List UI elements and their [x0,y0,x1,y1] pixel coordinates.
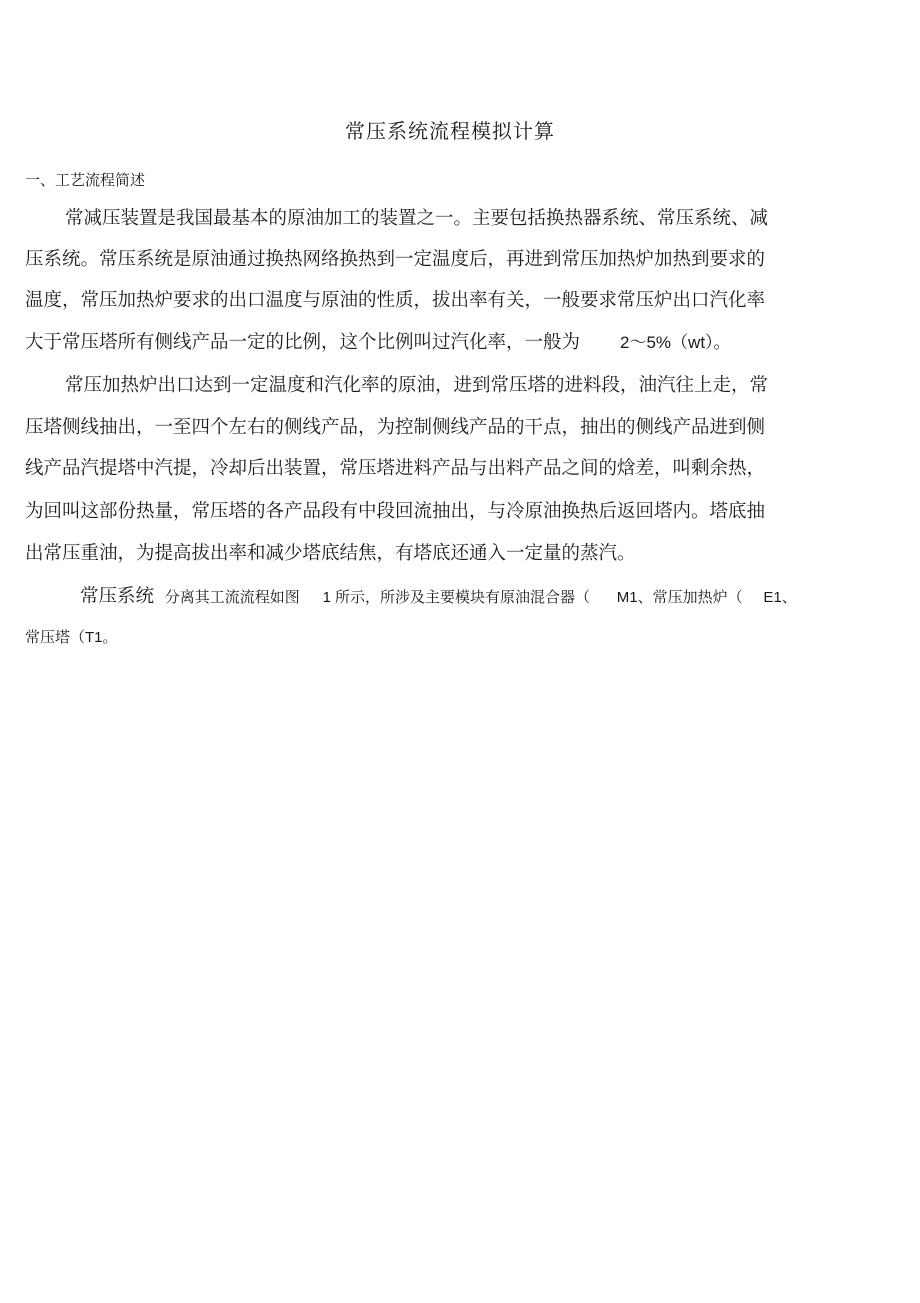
paragraph2-line3: 线产品汽提塔中汽提，冷却后出装置，常压塔进料产品与出料产品之间的焓差，叫剩余热， [25,458,766,479]
vaporization-ratio: 2～5%（wt）。 [620,333,731,352]
module-t1: T1 [85,629,103,646]
paragraph1-line2: 压系统。常压系统是原油通过换热网络换热到一定温度后，再进到常压加热炉加热到要求的 [25,249,766,270]
module-m1: M1 [616,589,638,606]
paragraph2-line5: 出常压重油，为提高拔出率和减少塔底结焦，有塔底还通入一定量的蒸汽。 [25,543,636,564]
paragraph3-part1: 分离其工流流程如图 [164,588,300,606]
paragraph1-line4-text: 大于常压塔所有侧线产品一定的比例，这个比例叫过汽化率，一般为 [25,332,581,353]
paragraph2-line2: 压塔侧线抽出，一至四个左右的侧线产品，为控制侧线产品的干点，抽出的侧线产品进到侧 [25,417,766,438]
paragraph3-line2-b: 。 [102,628,118,646]
module-e1: E1 [763,589,782,606]
paragraph3-line1 [80,586,797,609]
paragraph1-line1: 常减压装置是我国最基本的原油加工的装置之一。主要包括换热器系统、常压系统、减 [65,208,769,229]
paragraph3-part4: 、 [781,588,797,606]
paragraph2-line1: 常压加热炉出口达到一定温度和汽化率的原油，进到常压塔的进料段，油汽往上走，常 [65,375,769,396]
paragraph3-part3: 、常压加热炉（ [637,588,743,606]
paragraph2-line4: 为回叫这部份热量，常压塔的各产品段有中段回流抽出，与冷原油换热后返回塔内。塔底抽 [25,501,766,522]
paragraph1-line4 [25,331,731,355]
paragraph3-part2: 所示，所涉及主要模块有原油混合器（ [334,588,590,606]
section-heading: 一、工艺流程简述 [25,171,146,189]
figure-number: 1 [322,589,331,606]
paragraph3-line2-a: 常压塔（ [25,628,86,646]
paragraph3-lead: 常压系统 [80,586,155,607]
paragraph3-line2 [25,626,118,649]
document-title: 常压系统流程模拟计算 [345,119,555,143]
paragraph1-line3: 温度，常压加热炉要求的出口温度与原油的性质，拔出率有关，一般要求常压炉出口汽化率 [25,290,766,311]
